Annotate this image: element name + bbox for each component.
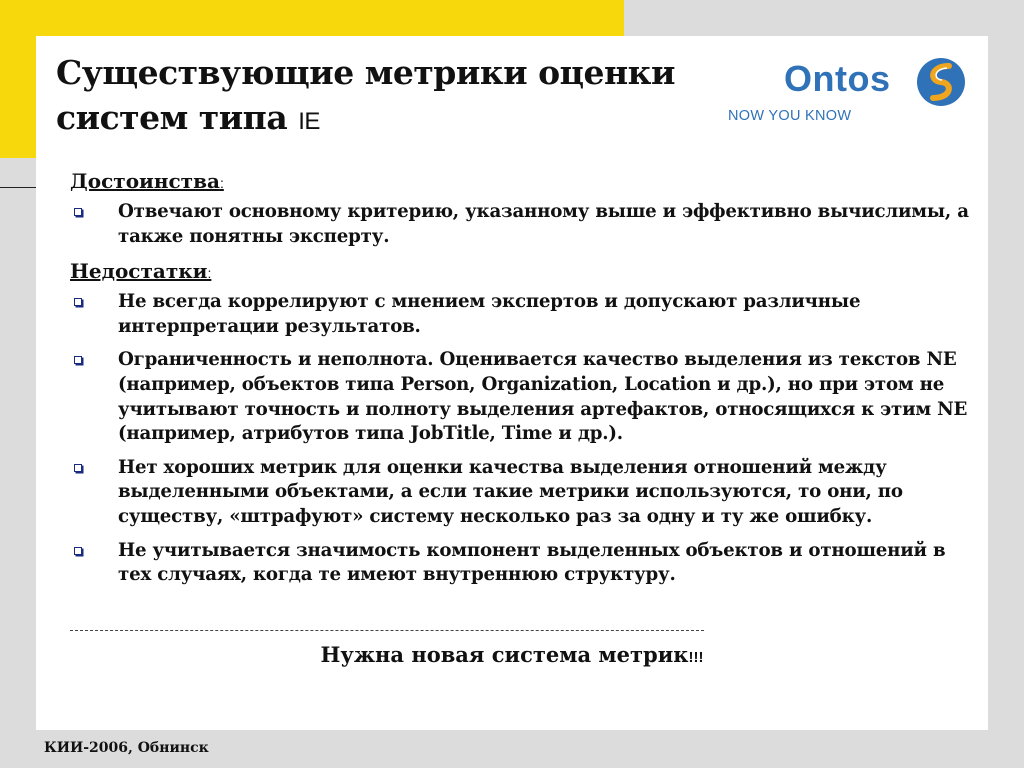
list-item: Не всегда коррелируют с мнением экспертов и допускают различные интерпретации результатов. — [70, 290, 970, 339]
ontos-logo — [726, 58, 976, 128]
ontos-swirl-icon — [916, 57, 966, 107]
logo-wordmark: Ontos — [784, 58, 891, 99]
disadvantages-list — [70, 290, 970, 588]
square-bullet-icon — [74, 464, 82, 472]
title-suffix: IE — [298, 108, 320, 135]
list-item: Ограниченность и неполнота. Оценивается качество выделения из текстов NE (например, объектов типа Person, Organization, Location и др.), но при этом не учитывают точность и полноту выделения артефактов, относящихся к этим NE (например, атрибутов типа JobTitle, Time и др.). — [70, 348, 970, 446]
dashed-separator — [70, 630, 704, 631]
slide-title — [56, 50, 706, 144]
logo-tagline: NOW YOU KNOW — [728, 108, 852, 124]
title-line-2: систем типа — [56, 98, 288, 137]
disadvantages-heading: Недостатки: — [70, 259, 212, 284]
advantages-list — [70, 200, 970, 249]
left-divider-line — [0, 187, 36, 188]
square-bullet-icon — [74, 356, 82, 364]
list-item: Не учитывается значимость компонент выделенных объектов и отношений в тех случаях, когда те имеют внутреннюю структуру. — [70, 539, 970, 588]
list-item: Отвечают основному критерию, указанному выше и эффективно вычислимы, а также понятны эксперту. — [70, 200, 970, 249]
list-item: Нет хороших метрик для оценки качества выделения отношений между выделенными объектами, а если такие метрики используются, то они, по существу, «штрафуют» систему несколько раз за одну и ту же ошибку. — [70, 456, 970, 530]
slide-content — [70, 168, 970, 597]
advantages-heading: Достоинства: — [70, 169, 224, 193]
footer-label: КИИ-2006, Обнинск — [44, 740, 209, 756]
conclusion-text: Нужна новая система метрик!!! — [320, 642, 704, 667]
square-bullet-icon — [74, 298, 82, 306]
title-line-1: Существующие метрики оценки — [56, 53, 675, 92]
slide-panel — [36, 36, 988, 730]
square-bullet-icon — [74, 547, 82, 555]
square-bullet-icon — [74, 208, 82, 216]
